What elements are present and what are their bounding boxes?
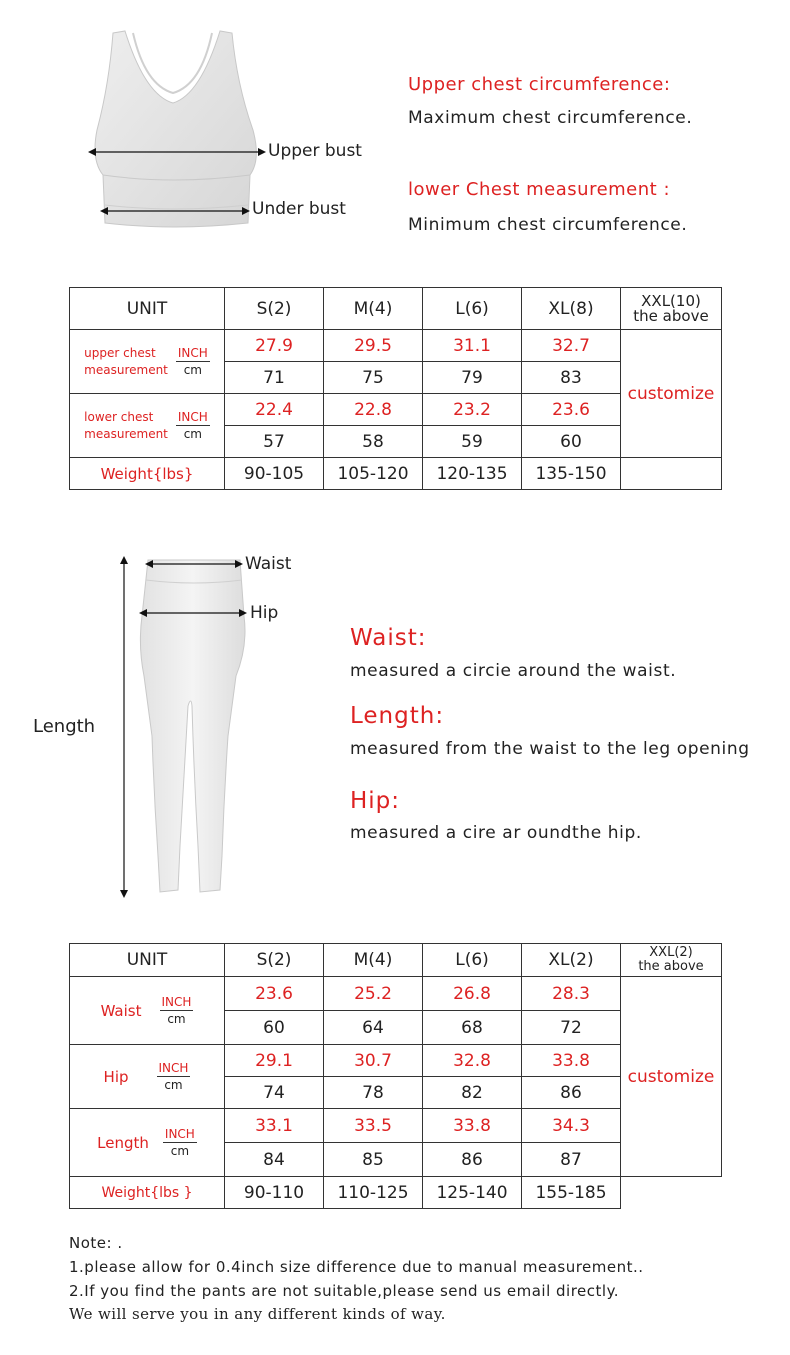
row-label: Length xyxy=(97,1133,149,1152)
value-cell: 83 xyxy=(522,362,621,394)
value-cell: 84 xyxy=(225,1143,324,1177)
value-cell: 25.2 xyxy=(324,977,423,1011)
hip-desc: measured a cire ar oundthe hip. xyxy=(350,823,642,843)
row-label-upper-chest xyxy=(70,330,225,394)
header-cell: UNIT xyxy=(70,944,225,977)
note-line-2: 2.If you find the pants are not suitable,please send us email directly. xyxy=(69,1282,620,1300)
unit-inch: INCH xyxy=(164,1127,195,1141)
weight-label: Weight{lbs} xyxy=(70,458,225,490)
header-cell-xxl xyxy=(621,288,722,330)
table-row xyxy=(70,330,722,362)
unit-cm: cm xyxy=(167,1012,186,1026)
header-cell: M(4) xyxy=(324,944,423,977)
value-cell: 23.6 xyxy=(225,977,324,1011)
row-label-lower-chest xyxy=(70,394,225,458)
value-cell: 86 xyxy=(423,1143,522,1177)
row-label: Waist xyxy=(100,1001,142,1020)
unit-inch: INCH xyxy=(158,1061,189,1075)
header-xxl-line1: XXL(10) xyxy=(641,291,701,310)
value-cell: 57 xyxy=(225,426,324,458)
header-cell: S(2) xyxy=(225,944,324,977)
value-cell: 30.7 xyxy=(324,1045,423,1077)
row-label-line: measurement xyxy=(84,362,168,377)
length-arrow xyxy=(117,556,131,898)
header-cell: M(4) xyxy=(324,288,423,330)
row-label-length xyxy=(70,1109,225,1177)
customize-cell: customize xyxy=(621,977,722,1177)
value-cell: 125-140 xyxy=(423,1177,522,1209)
unit-cm: cm xyxy=(183,427,202,441)
header-cell: XL(8) xyxy=(522,288,621,330)
note-title: Note: . xyxy=(69,1234,123,1252)
value-cell: 110-125 xyxy=(324,1177,423,1209)
unit-inch: INCH xyxy=(177,346,208,360)
pants-size-table xyxy=(69,943,722,1209)
hip-title: Hip: xyxy=(350,788,401,814)
value-cell: 23.6 xyxy=(522,394,621,426)
hip-arrow xyxy=(139,606,249,620)
waist-title: Waist: xyxy=(350,625,427,651)
value-cell: 68 xyxy=(423,1011,522,1045)
upper-chest-desc: Maximum chest circumference. xyxy=(408,108,693,128)
header-cell: L(6) xyxy=(423,944,522,977)
value-cell: 29.1 xyxy=(225,1045,324,1077)
value-cell: 60 xyxy=(225,1011,324,1045)
unit-cm: cm xyxy=(170,1144,190,1158)
header-xxl-line2: the above xyxy=(633,306,709,325)
waist-arrow xyxy=(145,557,245,571)
value-cell: 32.8 xyxy=(423,1045,522,1077)
table-header-row xyxy=(70,944,722,977)
value-cell: 75 xyxy=(324,362,423,394)
value-cell: 34.3 xyxy=(522,1109,621,1143)
value-cell: 135-150 xyxy=(522,458,621,490)
value-cell: 22.4 xyxy=(225,394,324,426)
value-cell: 64 xyxy=(324,1011,423,1045)
value-cell: 105-120 xyxy=(324,458,423,490)
unit-cm: cm xyxy=(164,1078,183,1092)
under-bust-label: Under bust xyxy=(252,199,346,219)
value-cell: 33.8 xyxy=(522,1045,621,1077)
value-cell: 85 xyxy=(324,1143,423,1177)
value-cell: 23.2 xyxy=(423,394,522,426)
under-bust-arrow xyxy=(100,204,252,218)
unit-fraction xyxy=(160,995,194,1026)
value-cell: 78 xyxy=(324,1077,423,1109)
value-cell: 120-135 xyxy=(423,458,522,490)
row-label-waist xyxy=(70,977,225,1045)
note-line-3: We will serve you in any different kinds of way. xyxy=(69,1305,446,1323)
value-cell: 155-185 xyxy=(522,1177,621,1209)
value-cell: 33.5 xyxy=(324,1109,423,1143)
length-label: Length xyxy=(33,716,96,737)
header-cell: S(2) xyxy=(225,288,324,330)
header-xxl-line1: XXL(2) xyxy=(649,945,693,960)
header-xxl-line2: the above xyxy=(638,959,704,974)
customize-cell: customize xyxy=(621,330,722,458)
value-cell: 33.8 xyxy=(423,1109,522,1143)
value-cell: 59 xyxy=(423,426,522,458)
value-cell: 32.7 xyxy=(522,330,621,362)
header-cell: XL(2) xyxy=(522,944,621,977)
upper-chest-title: Upper chest circumference: xyxy=(408,74,671,95)
header-cell: UNIT xyxy=(70,288,225,330)
note-line-1: 1.please allow for 0.4inch size difference due to manual measurement.. xyxy=(69,1258,644,1276)
unit-inch: INCH xyxy=(177,410,208,424)
value-cell: 33.1 xyxy=(225,1109,324,1143)
row-label: Hip xyxy=(103,1067,129,1086)
value-cell: 28.3 xyxy=(522,977,621,1011)
unit-fraction xyxy=(176,346,210,377)
value-cell: 90-110 xyxy=(225,1177,324,1209)
value-cell: 90-105 xyxy=(225,458,324,490)
value-cell: 60 xyxy=(522,426,621,458)
lower-chest-title: lower Chest measurement : xyxy=(408,179,671,200)
value-cell: 79 xyxy=(423,362,522,394)
row-label-line: measurement xyxy=(84,426,168,441)
upper-bust-arrow xyxy=(88,145,268,159)
weight-label: Weight{lbs } xyxy=(70,1177,225,1209)
unit-cm: cm xyxy=(183,363,202,377)
lower-chest-desc: Minimum chest circumference. xyxy=(408,215,688,235)
value-cell: 26.8 xyxy=(423,977,522,1011)
table-header-row xyxy=(70,288,722,330)
unit-inch: INCH xyxy=(161,995,192,1009)
length-desc: measured from the waist to the leg opening xyxy=(350,739,750,759)
unit-fraction xyxy=(163,1127,197,1158)
value-cell: 74 xyxy=(225,1077,324,1109)
upper-bust-label: Upper bust xyxy=(268,141,362,161)
weight-row xyxy=(70,458,722,490)
value-cell: 71 xyxy=(225,362,324,394)
hip-label: Hip xyxy=(250,603,279,623)
header-cell-xxl xyxy=(621,944,722,977)
value-cell: 72 xyxy=(522,1011,621,1045)
length-title: Length: xyxy=(350,703,445,729)
value-cell: 82 xyxy=(423,1077,522,1109)
table-row xyxy=(70,977,722,1011)
row-label-line: lower chest xyxy=(84,409,154,424)
unit-fraction xyxy=(176,410,210,441)
row-label-line: upper chest xyxy=(84,345,156,360)
waist-label: Waist xyxy=(245,554,292,574)
value-cell: 27.9 xyxy=(225,330,324,362)
waist-desc: measured a circie around the waist. xyxy=(350,661,677,681)
header-cell: L(6) xyxy=(423,288,522,330)
value-cell: 31.1 xyxy=(423,330,522,362)
unit-fraction xyxy=(157,1061,191,1092)
empty-cell xyxy=(621,458,722,490)
value-cell: 58 xyxy=(324,426,423,458)
bra-size-table xyxy=(69,287,722,490)
row-label-hip xyxy=(70,1045,225,1109)
value-cell: 29.5 xyxy=(324,330,423,362)
weight-row xyxy=(70,1177,722,1209)
value-cell: 86 xyxy=(522,1077,621,1109)
value-cell: 87 xyxy=(522,1143,621,1177)
value-cell: 22.8 xyxy=(324,394,423,426)
